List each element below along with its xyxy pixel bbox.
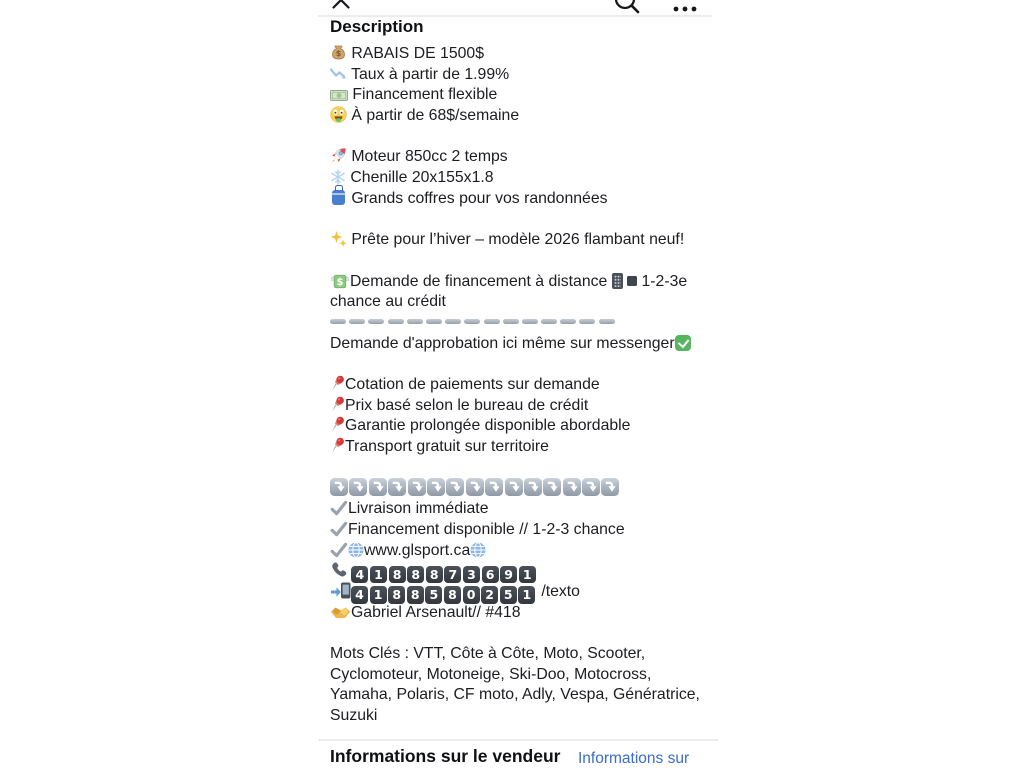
description-line: Suzuki xyxy=(330,707,378,724)
description-line: Prix basé selon le bureau de crédit xyxy=(330,396,712,417)
heavy-minus-icon xyxy=(349,319,365,324)
down-arrow-button-icon xyxy=(446,478,464,496)
heavy-minus-icon xyxy=(599,319,615,324)
luggage-icon xyxy=(332,190,345,205)
description-line xyxy=(330,354,712,375)
description-line xyxy=(330,127,712,148)
more-options-button[interactable] xyxy=(672,0,698,15)
chart-decreasing-icon xyxy=(330,65,347,82)
down-arrow-button-icon xyxy=(369,478,387,496)
keycap-digit-icon: 4 xyxy=(351,586,368,604)
globe-icon xyxy=(470,542,486,558)
telephone-receiver-icon xyxy=(330,561,347,578)
heavy-minus-icon xyxy=(426,319,442,324)
keycap-digit-icon: 6 xyxy=(482,566,499,584)
description-line: Moteur 850cc 2 temps xyxy=(330,147,712,168)
description-line: Prête pour l’hiver – modèle 2026 flambant neuf! xyxy=(330,230,712,251)
description-line xyxy=(330,561,712,582)
keycap-digit-icon: 3 xyxy=(463,566,480,584)
description-line xyxy=(330,251,712,272)
down-arrow-button-icon xyxy=(408,478,426,496)
description-line: Grands coffres pour vos randonnées xyxy=(330,189,712,210)
keycap-digit-icon: 8 xyxy=(407,586,424,604)
heavy-minus-icon xyxy=(330,319,346,324)
description-line xyxy=(330,623,712,644)
down-arrow-button-icon xyxy=(349,478,367,496)
description-line: À partir de 68$/semaine xyxy=(330,106,712,127)
keycap-digit-icon: 1 xyxy=(518,586,535,604)
down-arrow-button-icon xyxy=(485,478,503,496)
description-line: www.glsport.ca xyxy=(330,541,712,562)
heavy-minus-icon xyxy=(541,319,557,324)
check-mark-button-icon xyxy=(675,335,691,351)
svg-text:$: $ xyxy=(336,276,344,288)
check-mark-icon xyxy=(330,500,348,516)
description-line: Financement flexible xyxy=(330,85,712,106)
black-small-square-icon xyxy=(627,276,637,286)
description-line: Yamaha, Polaris, CF moto, Adly, Vespa, Génératrice, xyxy=(330,686,700,704)
description-line: Cotation de paiements sur demande xyxy=(330,375,712,396)
description-line: $ Demande de financement à distance 1-2-3e xyxy=(330,272,712,293)
description-line: Gabriel Arsenault// #418 xyxy=(330,603,712,624)
keycap-digit-icon: 5 xyxy=(425,586,442,604)
down-arrow-button-icon xyxy=(543,478,561,496)
mobile-phone-icon xyxy=(612,273,623,289)
down-arrow-button-icon xyxy=(563,478,581,496)
description-line: Cyclomoteur, Motoneige, Ski-Doo, Motocross, xyxy=(330,665,652,683)
heavy-minus-icon xyxy=(368,319,384,324)
sparkles-icon xyxy=(330,230,347,247)
svg-text:$: $ xyxy=(335,49,342,59)
seller-info-link[interactable]: Informations sur xyxy=(578,750,690,767)
heavy-minus-icon xyxy=(560,319,576,324)
down-arrow-button-icon xyxy=(388,478,406,496)
keycap-digit-icon: 5 xyxy=(500,586,517,604)
money-with-wings-icon xyxy=(330,274,350,289)
globe-icon xyxy=(348,542,364,558)
search-icon xyxy=(613,0,641,15)
mobile-phone-arrow-icon xyxy=(330,582,351,599)
down-arrow-button-icon xyxy=(427,478,445,496)
keycap-digit-icon: 8 xyxy=(388,586,405,604)
description-line: Garantie prolongée disponible abordable xyxy=(330,416,712,437)
description-line xyxy=(330,478,712,499)
description-line xyxy=(330,210,712,231)
pushpin-icon xyxy=(330,396,345,413)
close-icon xyxy=(331,0,351,10)
close-button[interactable] xyxy=(331,0,351,12)
keycap-digit-icon: 8 xyxy=(444,586,461,604)
down-arrow-button-icon xyxy=(466,478,484,496)
heavy-minus-icon xyxy=(407,319,423,324)
check-mark-icon xyxy=(330,542,348,558)
snowflake-icon xyxy=(330,169,346,185)
keycap-digit-icon: 4 xyxy=(351,566,368,584)
keycap-digit-icon: 8 xyxy=(426,566,443,584)
description-line xyxy=(330,313,712,334)
heavy-minus-icon xyxy=(445,319,461,324)
keycap-digit-icon: 1 xyxy=(370,566,387,584)
heavy-minus-icon xyxy=(388,319,404,324)
pushpin-icon xyxy=(330,437,345,454)
more-options-icon xyxy=(672,5,698,13)
description-line: chance au crédit xyxy=(330,293,446,311)
description-line: Mots Clés : VTT, Côte à Côte, Moto, Scooter, xyxy=(330,644,646,662)
pushpin-icon xyxy=(330,375,345,392)
heavy-minus-icon xyxy=(484,319,500,324)
description-line: Taux à partir de 1.99% xyxy=(330,65,712,86)
heavy-minus-icon xyxy=(579,319,595,324)
description-line: Livraison immédiate xyxy=(330,499,712,520)
description-line: Financement disponible // 1-2-3 chance xyxy=(330,520,712,541)
money-bag-icon xyxy=(330,44,347,61)
keycap-digit-icon: 9 xyxy=(500,566,517,584)
keycap-digit-icon: 2 xyxy=(481,586,498,604)
section-divider xyxy=(318,739,718,741)
description-line: Demande d'approbation ici même sur messenger xyxy=(330,334,712,355)
money-mouth-face-icon xyxy=(330,106,347,123)
rocket-icon xyxy=(330,147,347,164)
down-arrow-button-icon xyxy=(524,478,542,496)
keycap-digit-icon: 1 xyxy=(370,586,387,604)
description-line xyxy=(330,458,712,479)
banknote-icon xyxy=(330,89,348,102)
down-arrow-button-icon xyxy=(330,478,348,496)
seller-section-heading: Informations sur le vendeur xyxy=(330,746,561,766)
down-arrow-button-icon xyxy=(582,478,600,496)
description-line: 4 1 8 8 5 8 0 2 5 1 /texto xyxy=(330,582,712,603)
keycap-digit-icon: 1 xyxy=(519,566,536,584)
handshake-icon xyxy=(330,606,351,620)
keycap-digit-icon: 8 xyxy=(389,566,406,584)
heavy-minus-icon xyxy=(464,319,480,324)
check-mark-icon xyxy=(330,521,348,537)
description-line: Chenille 20x155x1.8 xyxy=(330,168,712,189)
down-arrow-button-icon xyxy=(505,478,523,496)
keycap-digit-icon: 8 xyxy=(407,566,424,584)
description-body xyxy=(330,44,712,727)
pushpin-icon xyxy=(330,416,345,433)
description-line: Transport gratuit sur territoire xyxy=(330,437,712,458)
description-heading: Description xyxy=(330,17,424,36)
keycap-digit-icon: 7 xyxy=(444,566,461,584)
description-line: $ RABAIS DE 1500$ xyxy=(330,44,712,65)
heavy-minus-icon xyxy=(522,319,538,324)
down-arrow-button-icon xyxy=(601,478,619,496)
keycap-digit-icon: 0 xyxy=(463,586,480,604)
heavy-minus-icon xyxy=(503,319,519,324)
